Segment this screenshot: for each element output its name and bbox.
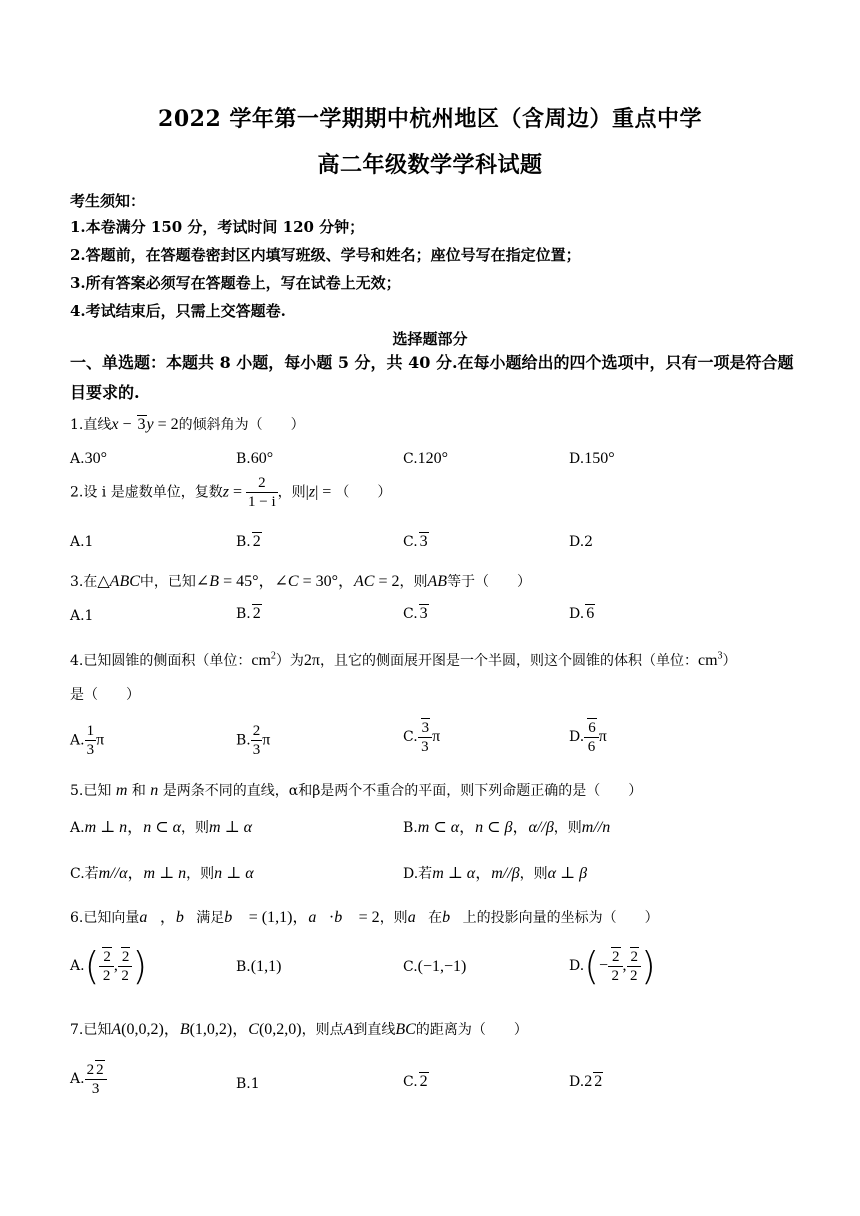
notice-item-4: 4.考试结束后，只需上交答题卷. [70,302,286,320]
q5-option-d: D.若m ⊥ α，m//β，则α ⊥ β [403,865,588,882]
notice-item-2: 2.答题前，在答题卷密封区内填写班级、学号和姓名；座位号写在指定位置； [70,246,581,264]
q4-option-c: C. $\frac{3}{3}$ π [403,720,441,755]
q3-option-a: A.1 [70,608,94,624]
notice-item-3: 3.所有答案必须写在答题卷上，写在试卷上无效； [70,274,401,292]
q6-option-b: B.(1,1) [236,958,282,975]
question-5: 5.已知 m 和 n 是两条不同的直线，α和β是两个不重合的平面，则下列命题正确的是（ ） [70,782,643,799]
q4-option-b: B. $\frac{2}{3}$ π [236,723,271,758]
q5-option-b: B.m ⊂ α，n ⊂ β，α//β，则m//n [403,819,611,836]
q7-option-d: D.2 2 [569,1073,603,1090]
q1-option-b: B.60° [236,450,274,467]
q2-option-d: D.2 [569,534,594,550]
q4-option-a: A. $\frac{1}{3}$ π [70,723,105,758]
q2-option-b: B. 2 [236,533,261,550]
q7-option-c: C. 2 [403,1073,428,1090]
q6-option-c: C.(−1,−1) [403,958,467,975]
exam-subtitle: 高二年级数学学科试题 [317,152,543,178]
notice-heading: 考生须知： [70,192,146,210]
notice-item-1: 1.本卷满分 150 分，考试时间 120 分钟； [70,218,365,236]
q6-option-d: D.(− $\frac{2}{2}$ , $\frac{2}{2}$ ) [569,944,656,988]
exam-title: 2022 学年第一学期期中杭州地区（含周边）重点中学 [158,106,702,132]
question-4-line-1: 4.已知圆锥的侧面积（单位：$cm^2$）为2π，且它的侧面展开图是一个半圆，则这个圆锥的体积（单位：$cm^3$） [70,650,737,669]
q1-option-c: C.120° [403,450,449,467]
q7-option-a: A. $\frac{2 2}{3}$ [70,1060,107,1098]
q2-option-a: A.1 [70,534,94,550]
question-1: 1.直线x − 3y = 2的倾斜角为（ ） [70,416,305,433]
q5-option-c: C.若m//α，m ⊥ n，则n ⊥ α [70,865,254,882]
section-one-heading: 一、单选题：本题共 8 小题，每小题 5 分，共 40 分.在每小题给出的四个选项中，只有一项是符合题目要求的. [70,353,794,402]
question-6: 6.已知向量a⃗，b⃗满足b⃗ = (1,1)，a⃗·b⃗ = 2，则a⃗在b⃗上的投影向量的坐标为（ ） [70,909,659,926]
q1-option-d: D.150° [569,450,615,467]
q1-option-a: A.30° [70,450,107,467]
question-2: 2.设 i 是虚数单位，复数z = $\frac{2}{1 - i}$ ，则|z| = （ ） [70,475,392,510]
section-label: 选择题部分 [392,330,468,348]
q3-option-b: B. 2 [236,605,261,622]
q3-option-d: D. 6 [569,605,595,622]
q6-option-a: A.( $\frac{2}{2}$ , $\frac{2}{2}$ ) [70,944,148,988]
q7-option-b: B.1 [236,1076,260,1092]
q3-option-c: C. 3 [403,605,428,622]
question-4-line-2: 是（ ） [70,687,140,703]
question-3: 3.在△ABC中，已知∠B = 45°，∠C = 30°，AC = 2，则AB等于（ ） [70,573,532,590]
q2-option-c: C. 3 [403,533,428,550]
q4-option-d: D. $\frac{6}{6}$ π [569,720,607,755]
q5-option-a: A.m ⊥ n，n ⊂ α，则m ⊥ α [70,819,253,836]
question-7: 7.已知A(0,0,2)，B(1,0,2)，C(0,2,0)，则点A到直线BC的距离为（ ） [70,1021,528,1038]
